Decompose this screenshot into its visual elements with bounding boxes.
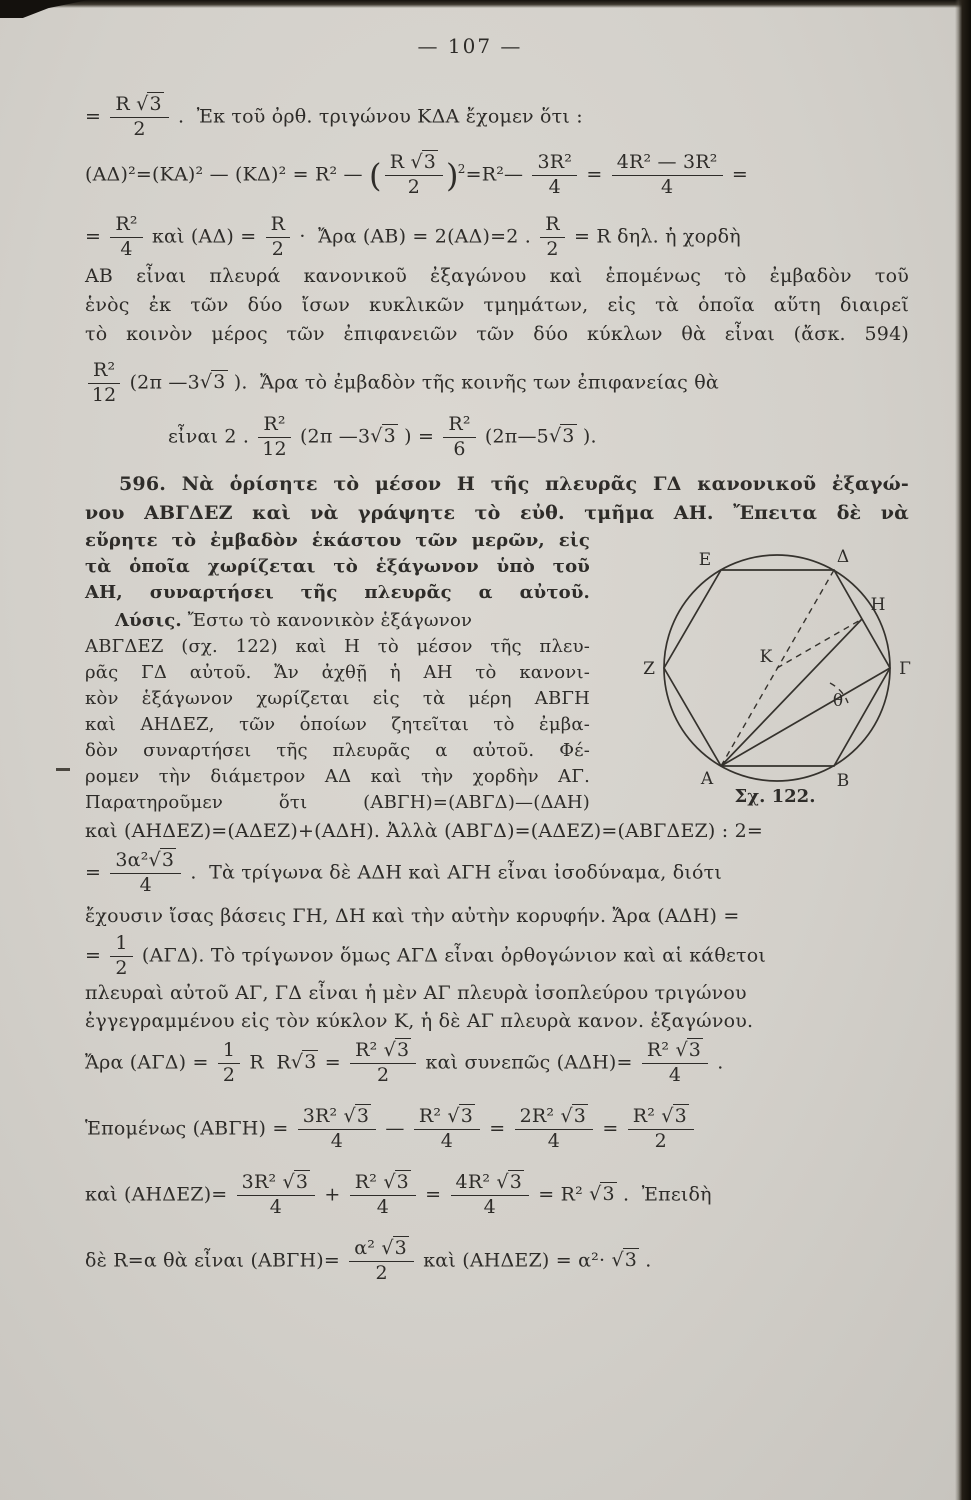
square-root: √3 bbox=[383, 1039, 410, 1061]
page-number: — 107 — bbox=[417, 34, 523, 58]
square-root: √3 bbox=[343, 1105, 370, 1127]
text-line: καὶ ΑΗΔΕΖ, τῶν ὁποίων ζητεῖται τὸ ἐμβα- bbox=[85, 714, 590, 735]
vertex-label-B: Β bbox=[836, 771, 850, 791]
vertex-label-D: Δ bbox=[836, 547, 850, 567]
square-root: √3 bbox=[589, 1183, 615, 1206]
square-root: √3 bbox=[370, 425, 396, 448]
square-root: √3 bbox=[282, 1171, 309, 1193]
text-line: τὰ ὁποῖα χωρίζεται τὸ ἑξάγωνον ὑπὸ τοῦ bbox=[85, 556, 590, 577]
midpoint-label-H: Η bbox=[870, 595, 886, 615]
after-figure-line-3: πλευραὶ αὐτοῦ ΑΓ, ΓΔ εἶναι ἡ μὲν ΑΓ πλευρὰ ἰσοπλεύρου τριγώνου bbox=[85, 982, 747, 1004]
angle-label-theta: θ bbox=[832, 691, 844, 711]
square-root: √3 bbox=[199, 371, 226, 394]
fraction: $\frac{\text{R²}}{12}$ bbox=[88, 360, 120, 407]
solution-label: Λύσις. bbox=[115, 610, 182, 631]
square-root: √3 bbox=[611, 1249, 638, 1272]
square-root: √3 bbox=[548, 425, 575, 448]
fraction: $\frac{1}{2}$ bbox=[218, 1040, 240, 1087]
square-root: √3 bbox=[496, 1171, 522, 1193]
fraction: $\frac{\text{α² √3}}{2}$ bbox=[349, 1238, 414, 1285]
margin-dash-artifact bbox=[56, 768, 70, 771]
after-figure-line-4: ἐγγεγραμμένου εἰς τὸν κύκλον Κ, ἡ δὲ ΑΓ πλευρὰ κανον. ἑξαγώνου. bbox=[85, 1010, 754, 1032]
fraction: $\frac{\text{3R² √3}}{4}$ bbox=[237, 1172, 315, 1219]
formula-line-9: Ἑπομένως (ΑΒΓΗ) = $\frac{\text{3R² √3}}{4}$ — $\frac{\text{R² √3}}{4}$ = $\frac{\text{2R² √3}}{4}$ = $\frac{\text{R² √3}}{2}$ bbox=[85, 1106, 697, 1153]
formula-line-4: $\frac{\text{R²}}{12}$ (2π —3√3 ). Ἄρα τὸ ἐμβαδὸν τῆς κοινῆς των ἐπιφανείας θὰ bbox=[85, 360, 719, 407]
vertex-label-A: Α bbox=[700, 769, 714, 789]
solution-paragraph bbox=[85, 608, 590, 816]
square-root: √3 bbox=[410, 151, 437, 173]
formula-line-5: εἶναι 2 . $\frac{\text{R²}}{12}$ (2π —3√3 ) = $\frac{\text{R²}}{6}$ (2π—5√3 ). bbox=[168, 413, 597, 460]
text-line: ἑνὸς ἐκ τῶν δύο ἴσων κυκλικῶν τμημάτων, εἰς τὰ ὁποῖα αὕτη διαιρεῖ bbox=[85, 294, 909, 316]
segment-KH bbox=[777, 619, 862, 668]
center-label-K: Κ bbox=[759, 647, 773, 667]
formula-line-7: = $\frac{1}{2}$ (ΑΓΔ). Τὸ τρίγωνον ὅμως ΑΓΔ εἶναι ὀρθογώνιον καὶ αἱ κάθετοι bbox=[85, 932, 767, 979]
big-paren: ( bbox=[369, 156, 382, 195]
square-root: √3 bbox=[136, 93, 162, 115]
text-line: κὸν ἑξάγωνον χωρίζεται εἰς τὰ μέρη ΑΒΓΗ bbox=[85, 688, 590, 709]
solution-first-line bbox=[85, 608, 590, 634]
formula-line-3: = $\frac{\text{R²}}{4}$ καὶ (ΑΔ) = $\frac{R}{2}$ · Ἄρα (ΑΒ) = 2(ΑΔ)=2 . $\frac{R}{2}$ = R δηλ. ἡ χορδὴ bbox=[85, 213, 741, 260]
square-root: √3 bbox=[383, 1171, 409, 1193]
fraction: $\frac{R}{2}$ bbox=[540, 214, 565, 261]
after-figure-line-2: ἔχουσιν ἴσας βάσεις ΓΗ, ΔΗ καὶ τὴν αὐτὴν κορυφήν. Ἄρα (ΑΔΗ) = bbox=[85, 905, 740, 927]
fraction: $\frac{\text{3R² √3}}{4}$ bbox=[298, 1106, 376, 1153]
formula-line-8: Ἄρα (ΑΓΔ) = $\frac{1}{2}$ R R√3 = $\frac{\text{R² √3}}{2}$ καὶ συνεπῶς (ΑΔΗ)= $\frac{\text{R² √3}}{4}$ . bbox=[85, 1039, 724, 1086]
text-line: νου ΑΒΓΔΕΖ καὶ νὰ γράψητε τὸ εὐθ. τμῆμα ΑΗ. Ἔπειτα δὲ νὰ bbox=[85, 502, 909, 524]
fraction: $\frac{R √3}{2}$ bbox=[385, 152, 443, 199]
fraction: $\frac{\text{R² √3}}{4}$ bbox=[642, 1040, 708, 1087]
scan-right-edge bbox=[955, 0, 971, 1500]
problem-596-wrapped bbox=[85, 528, 590, 606]
formula-line-11: δὲ R=α θὰ εἶναι (ΑΒΓΗ)= $\frac{\text{α² √3}}{2}$ καὶ (ΑΗΔΕΖ) = α²· √3 . bbox=[85, 1237, 652, 1284]
text-line: Παρατηροῦμεν ὅτι (ΑΒΓΗ)=(ΑΒΓΔ)—(ΔΑΗ) bbox=[85, 792, 590, 813]
fraction: $\frac{\text{3R²}}{4}$ bbox=[532, 152, 577, 199]
square-root: √3 bbox=[447, 1105, 474, 1127]
square-root: √3 bbox=[675, 1039, 702, 1061]
fraction: $\frac{R √3}{2}$ bbox=[110, 94, 168, 141]
formula-line-6: = $\frac{\text{3α²√3}}{4}$ . Τὰ τρίγωνα δὲ ΑΔΗ καὶ ΑΓΗ εἶναι ἰσοδύναμα, διότι bbox=[85, 849, 722, 896]
formula-line-2: (ΑΔ)²=(ΚΑ)² — (ΚΔ)² = R² — ( $\frac{R √3}{2}$ )$^2$=R²— $\frac{\text{3R²}}{4}$ = $\frac{\text{4R² — 3R²}}{4}$ = bbox=[85, 151, 748, 198]
fraction: $\frac{\text{2R² √3}}{4}$ bbox=[515, 1106, 593, 1153]
solution-first-rest: Ἔστω τὸ κανονικὸν ἑξάγωνον bbox=[181, 610, 473, 631]
text-line: ρομεν τὴν διάμετρον ΑΔ καὶ τὴν χορδὴν ΑΓ. bbox=[85, 766, 590, 787]
square-root: √3 bbox=[381, 1237, 407, 1259]
intro-paragraph bbox=[85, 262, 909, 349]
fraction: $\frac{\text{4R² — 3R²}}{4}$ bbox=[612, 152, 723, 199]
after-figure-line-1: καὶ (ΑΗΔΕΖ)=(ΑΔΕΖ)+(ΑΔΗ). Ἀλλὰ (ΑΒΓΔ)=(ΑΔΕΖ)=(ΑΒΓΔΕΖ) : 2= bbox=[85, 820, 764, 842]
figure-caption: Σχ. 122. bbox=[734, 786, 816, 807]
fraction: $\frac{\text{R²}}{6}$ bbox=[443, 414, 475, 461]
text-line: ρᾶς ΓΔ αὐτοῦ. Ἄν ἀχθῇ ἡ ΑΗ τὸ κανονι- bbox=[85, 662, 590, 683]
text-line: ΑΗ, συναρτήσει τῆς πλευρᾶς α αὐτοῦ. bbox=[85, 582, 590, 603]
fraction: $\frac{\text{R²}}{12}$ bbox=[258, 414, 290, 461]
fraction: $\frac{\text{3α²√3}}{4}$ bbox=[110, 850, 181, 897]
text-line: δὸν συναρτήσει τῆς πλευρᾶς α αὐτοῦ. Φέ- bbox=[85, 740, 590, 761]
square-root: √3 bbox=[290, 1051, 317, 1074]
fraction: $\frac{\text{R²}}{4}$ bbox=[110, 214, 142, 261]
solution-lines bbox=[85, 634, 590, 816]
text-line: τὸ κοινὸν μέρος τῶν ἐπιφανειῶν τῶν δύο κύκλων θὰ εἶναι (ἄσκ. 594) bbox=[85, 323, 909, 345]
vertex-label-G: Γ bbox=[899, 659, 911, 679]
square-root: √3 bbox=[661, 1105, 687, 1127]
text-line: ΑΒΓΔΕΖ (σχ. 122) καὶ Η τὸ μέσον τῆς πλευ- bbox=[85, 636, 590, 657]
scan-top-edge bbox=[0, 0, 971, 8]
square-root: √3 bbox=[560, 1105, 587, 1127]
exponent: 2 bbox=[457, 162, 466, 177]
vertex-label-Z: Ζ bbox=[643, 659, 655, 679]
formula-line-1: = $\frac{R √3}{2}$ . Ἐκ τοῦ ὀρθ. τριγώνου ΚΔΑ ἔχομεν ὅτι : bbox=[85, 93, 583, 140]
fraction: $\frac{\text{R² √3}}{4}$ bbox=[414, 1106, 480, 1153]
text-line: 596. Νὰ ὁρίσητε τὸ μέσον Η τῆς πλευρᾶς ΓΔ κανονικοῦ ἐξαγώ- bbox=[119, 473, 909, 495]
fraction: $\frac{1}{2}$ bbox=[110, 933, 132, 980]
fraction: $\frac{\text{R² √3}}{2}$ bbox=[350, 1040, 416, 1087]
fraction: $\frac{\text{R² √3}}{4}$ bbox=[350, 1172, 416, 1219]
fraction: $\frac{\text{4R² √3}}{4}$ bbox=[451, 1172, 529, 1219]
chord-AG bbox=[721, 668, 890, 766]
formula-line-10: καὶ (ΑΗΔΕΖ)= $\frac{\text{3R² √3}}{4}$ + $\frac{\text{R² √3}}{4}$ = $\frac{\text{4R² √3}}{4}$ = R² √3 . Ἐπειδὴ bbox=[85, 1171, 712, 1218]
fraction: $\frac{R}{2}$ bbox=[266, 214, 291, 261]
vertex-label-E: Ε bbox=[698, 550, 712, 570]
big-paren: ) bbox=[446, 156, 459, 195]
square-root: √3 bbox=[148, 849, 175, 871]
fraction: $\frac{\text{R² √3}}{2}$ bbox=[628, 1106, 694, 1153]
figure-drawing bbox=[605, 520, 955, 805]
text-line: ΑΒ εἶναι πλευρά κανονικοῦ ἐξαγώνου καὶ ἑπομένως τὸ ἐμβαδὸν τοῦ bbox=[85, 265, 909, 287]
text-line: εὕρητε τὸ ἐμβαδὸν ἑκάστου τῶν μερῶν, εἰς bbox=[85, 530, 590, 551]
